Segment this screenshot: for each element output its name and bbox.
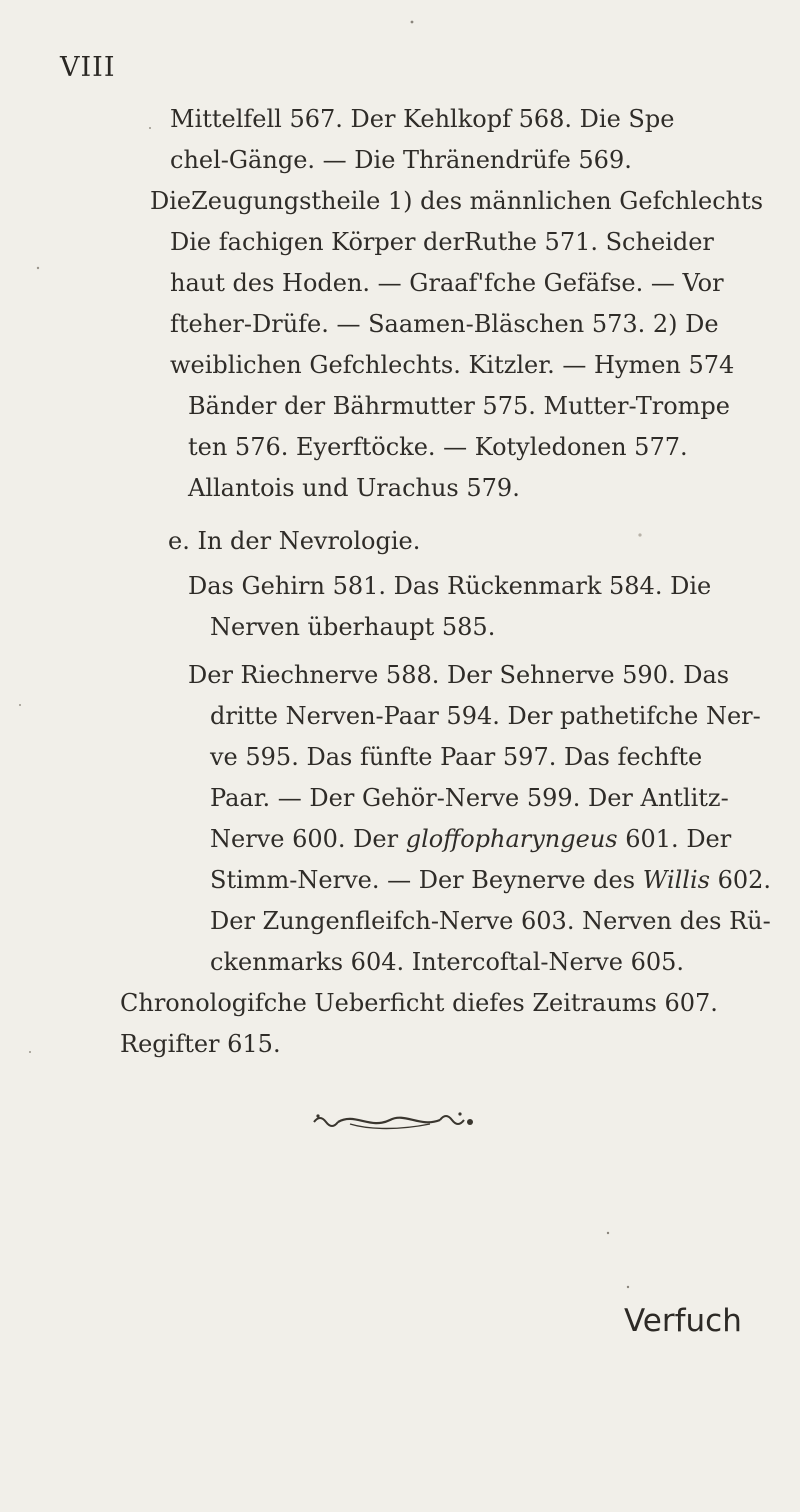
text-line: Das Gehirn 581. Das Rückenmark 584. Die bbox=[188, 572, 712, 600]
text-line: Paar. — Der Gehör-Nerve 599. Der Antlitz- bbox=[210, 784, 729, 812]
text-line: fteher-Drüfe. — Saamen-Bläschen 573. 2) De bbox=[170, 310, 719, 338]
text-line: Chronologifche Ueberficht diefes Zeitraums 607. bbox=[120, 989, 718, 1017]
text-line: Nerven überhaupt 585. bbox=[210, 613, 496, 641]
text-line: haut des Hoden. — Graaf'fche Gefäfse. — Vor bbox=[170, 269, 724, 297]
text-line: Der Zungenfleifch-Nerve 603. Nerven des Rü- bbox=[210, 907, 771, 935]
text-line: weiblichen Gefchlechts. Kitzler. — Hymen 574 bbox=[170, 351, 735, 379]
text-line: chel-Gänge. — Die Thränendrüfe 569. bbox=[170, 146, 632, 174]
catchword: Verfuch bbox=[624, 1303, 742, 1339]
italic-term: gloffopharyngeus bbox=[405, 825, 618, 853]
text-line: Die fachigen Körper derRuthe 571. Scheider bbox=[170, 228, 714, 256]
text-segment: 602. bbox=[717, 866, 772, 894]
text-line: Bänder der Bährmutter 575. Mutter-Trompe bbox=[188, 392, 730, 420]
text-line: Der Riechnerve 588. Der Sehnerve 590. Das bbox=[188, 661, 730, 689]
page-number: VIII bbox=[60, 52, 116, 83]
text-line: Regifter 615. bbox=[120, 1030, 281, 1058]
text-line: ckenmarks 604. Intercoftal-Nerve 605. bbox=[210, 948, 685, 976]
text-segment: Nerve 600. Der bbox=[210, 825, 399, 853]
text-line: Mittelfell 567. Der Kehlkopf 568. Die Spe bbox=[170, 105, 675, 133]
italic-term: Willis bbox=[642, 866, 710, 894]
text-line: ten 576. Eyerftöcke. — Kotyledonen 577. bbox=[188, 433, 688, 461]
text-segment: 601. Der bbox=[625, 825, 732, 853]
text-line: Allantois und Urachus 579. bbox=[188, 474, 520, 502]
text-line: DieZeugungstheile 1) des männlichen Gefchlechts bbox=[150, 187, 764, 215]
section-heading: e. In der Nevrologie. bbox=[168, 527, 421, 555]
printers-ornament-icon bbox=[310, 1108, 480, 1134]
text-line: ve 595. Das fünfte Paar 597. Das fechfte bbox=[210, 743, 703, 771]
text-line bbox=[210, 824, 731, 854]
text-line: dritte Nerven-Paar 594. Der pathetifche Ner- bbox=[210, 702, 761, 730]
text-line bbox=[210, 865, 771, 895]
text-segment: Stimm-Nerve. — Der Beynerve des bbox=[210, 866, 636, 894]
